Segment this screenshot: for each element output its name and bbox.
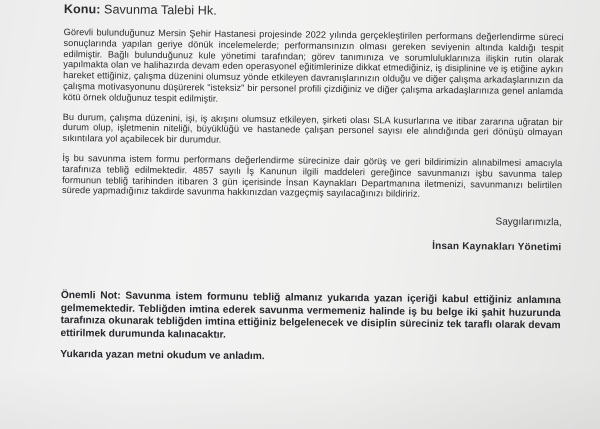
important-note: Önemli Not: Savunma istem formunu tebliğ almanız yukarıda yazan içeriği kabul ettiğiniz anlamına gelmemektedir. Tebliğden imtina ederek savunma vermemeniz halinde iş bu belge iki şahit huzurunda tarafınıza okunarak tebliğden imtina ettiğiniz belgelenecek ve disiplin süreciniz tek taraflı olarak devam ettirilmek durumunda kalınacaktır. xyxy=(60,290,561,341)
subject-line xyxy=(64,0,564,27)
page-shadow xyxy=(0,369,600,429)
signer-name: İnsan Kaynakları Yönetimi xyxy=(432,241,562,254)
paragraph-impact: Bu durum, çalışma düzenini, işi, iş akışını olumsuz etkileyen, şirketi olası SLA kusurlarına ve itibar zararına uğratan bir durum olup, işletmenin niteliği, büyüklüğü ve hastanede çalışan personel sayısı ele alındığında geri dönüşü olmayan sıkıntılara yol açabilecek bir durumdur. xyxy=(62,111,563,145)
closing-salutation: Saygılarımızla, xyxy=(495,216,562,229)
paragraph-request: İş bu savunma istem formu performans değerlendirme sürecinize dair görüş ve geri bildirimizin alınabilmesi amacıyla tarafınıza tebliğ edilmektedir. 4857 sayılı İş Kanunun ilgili maddeleri gereğince savunmanızı işbu savunma talep formunun tebliğ tarihinden itibaren 3 gün içerisinde İnsan Kaynakları Departmanına iletmenizi, savunmanızı belirtilen sürede yapmadığınız takdirde savunma hakkınızdan vazgeçmiş sayılacağınızı bildiririz. xyxy=(61,152,563,200)
subject-label: Konu: xyxy=(63,1,101,17)
paragraph-performance: Görevli bulunduğunuz Mersin Şehir Hastanesi projesinde 2022 yılında gerçekleştirilen performans değerlendirme süreci sonuçlarında yapılan geriye dönük incelemelerde; performansınızın olması gereken seviyenin altında kaldığı tespit edilmiştir. Bağlı bulunduğunuz kule yönetimi tarafından; görev tanımınıza ve sorumluluklarınıza ilişkin rutin olarak yapılmakta olan ve halihazırda devam eden operasyonel eğitimlerinize dikkat etmediğiniz, iş disiplinine ve iş etiğine aykırı hareket ettiğiniz, çalışma düzenini olumsuz yönde etkileyen davranışlarınızın olduğu ve diğer çalışma arkadaşlarınızın da çalışma motivasyonunu düşürerek "isteksiz" bir personel profili çizdiğiniz ve diğer çalışma arkadaşlarınıza genel anlamda kötü örnek olduğunuz tespit edilmiştir. xyxy=(62,26,564,104)
subject-value: Savunma Talebi Hk. xyxy=(104,2,217,18)
letter-body xyxy=(60,0,564,365)
acknowledgement-line: Yukarıda yazan metni okudum ve anladım. xyxy=(60,348,265,362)
